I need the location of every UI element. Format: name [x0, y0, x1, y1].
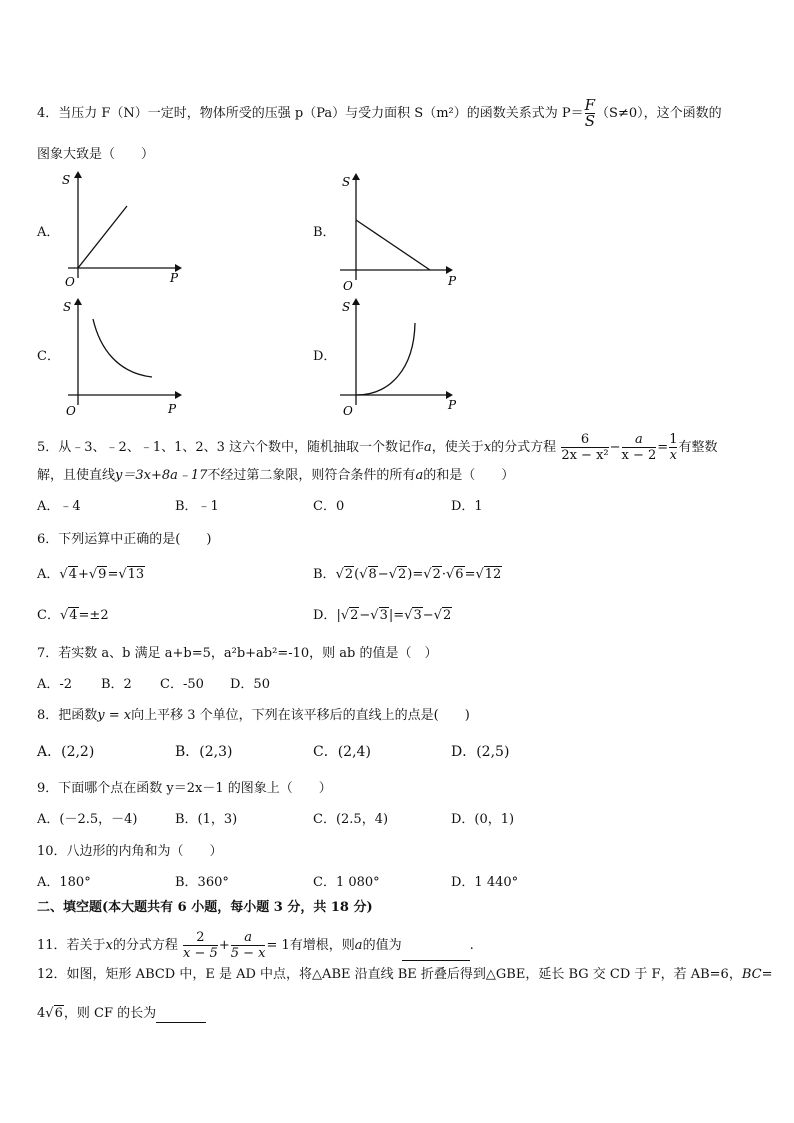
q4-stem-line1 — [37, 98, 722, 129]
q6-a-eq: = — [107, 567, 119, 582]
q6-b-dot: · — [441, 567, 446, 582]
x-axis-arrow — [446, 266, 453, 274]
axis-label-s: S — [62, 173, 71, 187]
q9-option-c: C．(2.5，4) — [313, 812, 389, 827]
q6-b-radicand-4: 2 — [432, 567, 441, 582]
q6-b-close: ) — [407, 567, 413, 582]
q5-line2-c: 的和是（ ） — [423, 468, 515, 483]
q6-a-plus: + — [77, 567, 89, 582]
q5-f1-num: 6 — [580, 432, 590, 447]
q9-option-d: D．(0，1) — [451, 812, 515, 827]
q6-option-c: C．√4=±2 — [37, 608, 109, 623]
q9-option-a: A．(－2.5，－4) — [37, 812, 138, 827]
q11-stem-d: 的值为 — [362, 938, 402, 953]
q6-d-label: D． — [313, 608, 337, 623]
q4-frac-num: F — [584, 96, 596, 114]
axis-label-p: P — [448, 274, 457, 288]
q11-f1-den: x − 5 — [183, 946, 218, 961]
q9-stem: 9．下面哪个点在函数 y＝2x－1 的图象上（ ） — [37, 781, 332, 796]
q12-bc: BC= — [741, 967, 773, 982]
x-axis-arrow — [175, 391, 182, 399]
q5-option-c: C．0 — [313, 499, 345, 514]
q6-b-eq: = — [412, 567, 424, 582]
q6-c-rest: =±2 — [78, 608, 109, 623]
q8-stem-b: 向上平移 3 个单位，下列在该平移后的直线上的点是( ) — [131, 708, 470, 723]
q5-f2-den: x − 2 — [621, 448, 657, 463]
q6-b-radicand-6: 12 — [484, 567, 502, 582]
q5-stem-b: ，使关于 — [431, 440, 484, 455]
q11-rest: = 1 — [266, 938, 290, 953]
axis-label-p: P — [168, 402, 177, 416]
q6-c-radicand-1: 4 — [69, 608, 78, 623]
q12-answer-blank[interactable] — [156, 1004, 206, 1023]
q7-option-c: C．-50 — [160, 677, 204, 692]
q11-f2-num: a — [244, 930, 252, 945]
q5-var-a-2: a — [415, 468, 424, 483]
q5-line2-a: 解，且使直线 — [37, 468, 116, 483]
origin-label: O — [343, 404, 353, 418]
origin-label: O — [343, 279, 353, 293]
q6-b-radicand-3: 2 — [398, 567, 407, 582]
q8-option-d: D．(2,5) — [451, 744, 510, 760]
q6-d-minus2: − — [422, 608, 434, 623]
q4-graph-b — [338, 172, 458, 292]
q4-graph-d — [338, 297, 458, 417]
q6-b-radicand-1: 2 — [344, 567, 354, 582]
graph-line — [78, 206, 127, 268]
axis-label-p: P — [170, 271, 179, 285]
q4-stem-line2: 图象大致是（ ） — [37, 147, 155, 162]
q6-d-radicand-2: 3 — [379, 608, 388, 623]
q5-line-equation: y＝3x+8a﹣17 — [115, 468, 208, 483]
q6-option-b: B．√2(√8−√2)=√2·√6=√12 — [313, 567, 502, 582]
q8-option-a: A．(2,2) — [37, 744, 95, 760]
q10-option-d: D．1 440° — [451, 875, 519, 890]
q12-line2-rest: ，则 CF 的长为 — [63, 1006, 157, 1021]
graph-curve — [93, 319, 152, 377]
q6-a-radicand-1: 4 — [68, 567, 77, 582]
q5-var-a: a — [424, 440, 432, 455]
q11-answer-blank[interactable] — [402, 942, 470, 961]
origin-label: O — [65, 275, 75, 289]
q5-stem-line1 — [37, 432, 718, 463]
q11-stem — [37, 930, 474, 961]
axis-label-s: S — [342, 300, 351, 314]
q6-a-label: A． — [37, 567, 60, 582]
q6-b-minus: − — [377, 567, 389, 582]
q11-fraction-1 — [183, 930, 218, 961]
q4-option-a-label: A． — [37, 225, 60, 240]
q11-end: . — [469, 938, 474, 953]
q4-stem-b: （S≠0），这个函数的 — [596, 106, 722, 121]
q12-line2: 4√6，则 CF 的长为 — [37, 1004, 206, 1023]
q6-b-eq2: = — [464, 567, 476, 582]
q5-line2-b: 不经过第二象限，则符合条件的所有 — [207, 468, 416, 483]
y-axis-arrow — [74, 298, 82, 305]
q12-line1 — [37, 966, 772, 984]
q6-d-radicand-1: 2 — [350, 608, 359, 623]
q11-stem-a: 11．若关于 — [37, 938, 106, 953]
q11-stem-c: 有增根，则 — [289, 938, 355, 953]
q4-graph-a — [60, 170, 180, 290]
q11-plus: + — [218, 938, 230, 953]
q5-option-b: B．﹣1 — [175, 499, 219, 514]
q11-var-a: a — [354, 938, 363, 953]
q7-option-a: A．-2 — [37, 677, 73, 692]
q4-graph-c — [60, 297, 180, 417]
q6-option-a: A．√4+√9=√13 — [37, 567, 145, 582]
q5-stem-c: 的分式方程 — [491, 440, 557, 455]
q6-d-radicand-3: 3 — [413, 608, 422, 623]
q5-option-a: A．﹣4 — [37, 499, 81, 514]
q11-stem-b: 的分式方程 — [112, 938, 178, 953]
q6-a-radicand-2: 9 — [98, 567, 107, 582]
q6-a-radicand-3: 13 — [127, 567, 145, 582]
q8-stem-a: 8．把函数 — [37, 708, 98, 723]
q5-f3-num: 1 — [669, 432, 678, 447]
q7-stem: 7．若实数 a、b 满足 a+b=5，a²b+ab²=-10，则 ab 的值是（ ） — [37, 646, 438, 661]
q8-option-c: C．(2,4) — [313, 744, 371, 760]
q6-option-d: D．|√2−√3|=√3−√2 — [313, 608, 452, 623]
graph-line — [356, 220, 430, 270]
q11-var-x: x — [105, 938, 113, 953]
q8-stem — [37, 707, 470, 725]
q8-function: y = x — [97, 708, 132, 723]
q12-radicand: 6 — [54, 1006, 63, 1021]
q4-frac-den: S — [584, 112, 595, 130]
q6-b-label: B． — [313, 567, 336, 582]
q12-line1-text: 12．如图，矩形 ABCD 中，E 是 AD 中点，将△ABE 沿直线 BE 折叠后得到△GBE，延长 BG 交 CD 于 F，若 AB=6， — [37, 967, 742, 982]
q10-option-b: B．360° — [175, 875, 229, 890]
q6-d-radicand-4: 2 — [442, 608, 452, 623]
q6-d-eq: = — [393, 608, 405, 623]
q5-fraction-2 — [622, 432, 657, 463]
q10-option-c: C．1 080° — [313, 875, 380, 890]
q10-stem: 10．八边形的内角和为（ ） — [37, 844, 223, 859]
q6-stem: 6．下列运算中正确的是( ) — [37, 532, 212, 547]
y-axis-arrow — [74, 171, 82, 178]
axis-label-p: P — [448, 398, 457, 412]
q5-f2-num: a — [635, 432, 643, 447]
q4-formula-fraction — [585, 98, 595, 129]
graph-curve — [356, 323, 415, 395]
q4-option-d-label: D． — [313, 349, 337, 364]
q5-var-x: x — [483, 440, 492, 455]
q5-fraction-1 — [561, 432, 608, 463]
q5-stem-a: 5．从﹣3、﹣2、﹣1、1、2、3 这六个数中，随机抽取一个数记作 — [37, 440, 425, 455]
q6-d-minus: − — [359, 608, 371, 623]
q11-f1-num: 2 — [196, 930, 205, 945]
q5-minus: − — [609, 440, 621, 455]
q5-f1-den: 2x − x² — [561, 448, 609, 463]
q5-stem-d: 有整数 — [678, 440, 718, 455]
q5-equals: = — [657, 440, 669, 455]
q7-option-d: D．50 — [230, 677, 270, 692]
section-2-heading: 二、填空题(本大题共有 6 小题，每小题 3 分，共 18 分) — [37, 900, 373, 915]
axis-label-s: S — [63, 300, 72, 314]
q11-fraction-2 — [231, 930, 266, 961]
q7-option-b: B．2 — [101, 677, 132, 692]
y-axis-arrow — [352, 298, 360, 305]
q4-option-c-label: C． — [37, 349, 60, 364]
axis-label-s: S — [342, 175, 351, 189]
q4-stem-a: 4．当压力 F（N）一定时，物体所受的压强 p（Pa）与受力面积 S（m²）的函数关系式为 P＝ — [37, 106, 584, 121]
q10-option-a: A．180° — [37, 875, 91, 890]
q12-coef: 4 — [37, 1006, 46, 1021]
q6-b-radicand-2: 8 — [368, 567, 377, 582]
origin-label: O — [66, 404, 76, 418]
q5-f3-den: x — [669, 448, 678, 463]
q5-fraction-3 — [669, 432, 677, 463]
q6-c-label: C． — [37, 608, 60, 623]
q6-b-radicand-5: 6 — [455, 567, 464, 582]
q5-option-d: D．1 — [451, 499, 483, 514]
q11-f2-den: 5 − x — [230, 946, 266, 961]
q4-option-b-label: B． — [313, 225, 336, 240]
y-axis-arrow — [352, 173, 360, 180]
q6-b-open: ( — [354, 567, 360, 582]
q5-stem-line2 — [37, 467, 514, 485]
q8-option-b: B．(2,3) — [175, 744, 233, 760]
q9-option-b: B．(1，3) — [175, 812, 238, 827]
